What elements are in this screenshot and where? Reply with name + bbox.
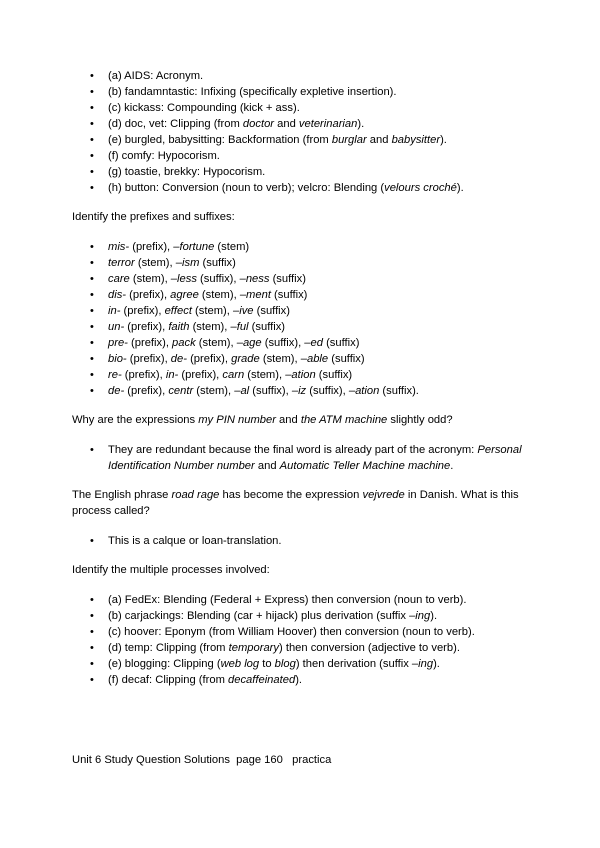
text-run: (stem), [191, 305, 233, 317]
list-item [72, 255, 542, 271]
text-run: (a) AIDS: Acronym. [108, 70, 204, 82]
italic-term: agree [170, 289, 199, 301]
answer-list-redundancy [72, 442, 542, 474]
italic-term: –age [236, 337, 262, 349]
list-item [72, 335, 542, 351]
text-run: (h) button: Conversion (noun to verb); velcro: Blending ( [108, 182, 385, 194]
italic-term: vejvrede [362, 489, 405, 501]
text-run: (g) toastie, brekky: Hypocorism. [108, 166, 266, 178]
italic-term: –al [234, 385, 250, 397]
italic-term: babysitter [391, 134, 441, 146]
list-item [72, 672, 542, 688]
italic-term: mis- [108, 241, 130, 253]
list-item [72, 239, 542, 255]
italic-term: in- [165, 369, 179, 381]
text-run: Identify the multiple processes involved: [72, 564, 270, 576]
text-run: (c) hoover: Eponym (from William Hoover) then conversion (noun to verb). [108, 626, 475, 638]
italic-term: the ATM machine [300, 414, 388, 426]
italic-term: de- [170, 353, 187, 365]
text-run: (suffix) [315, 369, 353, 381]
text-run: Why are the expressions [72, 414, 199, 426]
list-item [72, 68, 542, 84]
text-run: (stem), [244, 369, 286, 381]
list-item [72, 383, 542, 399]
text-run: (e) burgled, babysitting: Backformation (from [108, 134, 332, 146]
text-run: and [254, 460, 280, 472]
text-run: (d) temp: Clipping (from [108, 642, 229, 654]
text-run: in Danish. What is this process called? [72, 489, 519, 517]
text-run: (prefix), [186, 353, 232, 365]
list-item [72, 592, 542, 608]
italic-term: veterinarian [298, 118, 358, 130]
text-run: (stem), [195, 337, 237, 349]
text-run: (prefix), [124, 385, 169, 397]
text-run: Identify the prefixes and suffixes: [72, 211, 235, 223]
text-run: has become the expression [219, 489, 363, 501]
italic-term: decaffeinated [228, 674, 296, 686]
text-run: (suffix) [248, 321, 286, 333]
text-run: (prefix), [178, 369, 223, 381]
italic-term: grade [231, 353, 260, 365]
italic-term: pack [172, 337, 196, 349]
text-run: (b) fandamntastic: Infixing (specifically expletive insertion). [108, 86, 397, 98]
text-run: (prefix), [126, 289, 171, 301]
italic-term: dis- [108, 289, 127, 301]
text-run: The English phrase [72, 489, 172, 501]
text-run: (stem), [134, 257, 176, 269]
list-item [72, 351, 542, 367]
text-run: (stem) [214, 241, 250, 253]
text-run: (c) kickass: Compounding (kick + ass). [108, 102, 300, 114]
list-item [72, 319, 542, 335]
document-body [72, 68, 542, 701]
text-run: (suffix), [249, 385, 292, 397]
question-multiple-processes [72, 562, 542, 578]
answer-list-calque [72, 533, 542, 549]
text-run: ). [433, 658, 440, 670]
text-run: (suffix). [379, 385, 419, 397]
italic-term: –ful [230, 321, 249, 333]
italic-term: velours croché [384, 182, 457, 194]
italic-term: –ing [409, 610, 431, 622]
list-item [72, 533, 542, 549]
italic-term: un- [108, 321, 125, 333]
italic-term: de- [108, 385, 125, 397]
text-run: slightly odd? [387, 414, 453, 426]
text-run: (suffix) [253, 305, 290, 317]
text-run: (prefix), [127, 337, 173, 349]
page-footer: Unit 6 Study Question Solutions page 160 practica [72, 754, 332, 766]
list-item [72, 164, 542, 180]
italic-term: my PIN number [198, 414, 276, 426]
answer-list-multiple-processes [72, 592, 542, 688]
text-run: (suffix) [269, 273, 306, 285]
italic-term: doctor [242, 118, 275, 130]
text-run: (a) FedEx: Blending (Federal + Express) then conversion (noun to verb). [108, 594, 467, 606]
italic-term: –ation [348, 385, 380, 397]
list-item [72, 656, 542, 672]
list-item [72, 148, 542, 164]
answer-list-prefixes-suffixes [72, 239, 542, 399]
italic-term: –ment [239, 289, 271, 301]
text-run: They are redundant because the final word is already part of the acronym: [108, 444, 478, 456]
text-run: (stem), [193, 385, 235, 397]
text-run: ). [440, 134, 447, 146]
italic-term: bio- [108, 353, 127, 365]
italic-term: –ed [304, 337, 323, 349]
text-run: and [274, 118, 299, 130]
italic-term: –ation [285, 369, 316, 381]
text-run: to [259, 658, 275, 670]
list-item [72, 608, 542, 624]
italic-term: faith [168, 321, 190, 333]
list-item [72, 624, 542, 640]
text-run: (suffix), [196, 273, 240, 285]
list-item [72, 180, 542, 196]
text-run: This is a calque or loan-translation. [108, 535, 282, 547]
text-run: ) then conversion (adjective to verb). [279, 642, 460, 654]
italic-term: carn [222, 369, 245, 381]
list-item [72, 116, 542, 132]
text-run: (stem), [189, 321, 231, 333]
list-item [72, 287, 542, 303]
italic-term: in- [108, 305, 121, 317]
answer-list-word-formation [72, 68, 542, 196]
question-pin-atm [72, 412, 542, 428]
italic-term: Personal Identification Number number [108, 444, 522, 472]
question-road-rage [72, 487, 542, 519]
text-run: and [366, 134, 392, 146]
italic-term: terror [108, 257, 135, 269]
italic-term: –fortune [173, 241, 215, 253]
text-run: ). [456, 182, 464, 194]
italic-term: web log [220, 658, 260, 670]
text-run: . [450, 460, 454, 472]
text-run: ). [295, 674, 303, 686]
text-run: (prefix), [121, 369, 166, 381]
text-run: (suffix) [322, 337, 360, 349]
italic-term: re- [108, 369, 122, 381]
italic-term: Automatic Teller Machine machine [279, 460, 451, 472]
italic-term: –less [170, 273, 197, 285]
italic-term: –ive [232, 305, 254, 317]
text-run: (f) comfy: Hypocorism. [108, 150, 220, 162]
italic-term: –iz [291, 385, 307, 397]
list-item [72, 271, 542, 287]
text-run: (e) blogging: Clipping ( [108, 658, 221, 670]
italic-term: –able [300, 353, 329, 365]
text-run: (suffix), [261, 337, 305, 349]
text-run: (b) carjackings: Blending (car + hijack) plus derivation (suffix [108, 610, 410, 622]
italic-term: –ness [239, 273, 270, 285]
text-run: (suffix), [306, 385, 349, 397]
list-item [72, 303, 542, 319]
text-run: ) then derivation (suffix [295, 658, 412, 670]
italic-term: road rage [171, 489, 220, 501]
list-item [72, 100, 542, 116]
italic-term: centr [168, 385, 194, 397]
italic-term: –ism [175, 257, 200, 269]
italic-term: pre- [108, 337, 128, 349]
text-run: (prefix), [124, 321, 169, 333]
list-item [72, 132, 542, 148]
list-item [72, 84, 542, 100]
italic-term: effect [164, 305, 192, 317]
italic-term: care [108, 273, 130, 285]
text-run: and [275, 414, 301, 426]
text-run: (prefix), [126, 353, 171, 365]
text-run: (stem), [198, 289, 240, 301]
list-item [72, 442, 542, 474]
list-item [72, 367, 542, 383]
italic-term: –ing [411, 658, 434, 670]
text-run: (prefix), [129, 241, 174, 253]
text-run: (suffix) [270, 289, 308, 301]
text-run: ). [357, 118, 365, 130]
italic-term: blog [274, 658, 296, 670]
question-prefixes-suffixes [72, 209, 542, 225]
italic-term: temporary [228, 642, 279, 654]
text-run: (suffix) [199, 257, 236, 269]
italic-term: burglar [331, 134, 367, 146]
text-run: (d) doc, vet: Clipping (from [108, 118, 243, 130]
text-run: ). [430, 610, 438, 622]
text-run: (stem), [129, 273, 171, 285]
text-run: (stem), [259, 353, 301, 365]
text-run: (suffix) [328, 353, 365, 365]
list-item [72, 640, 542, 656]
text-run: (prefix), [120, 305, 165, 317]
text-run: (f) decaf: Clipping (from [108, 674, 228, 686]
